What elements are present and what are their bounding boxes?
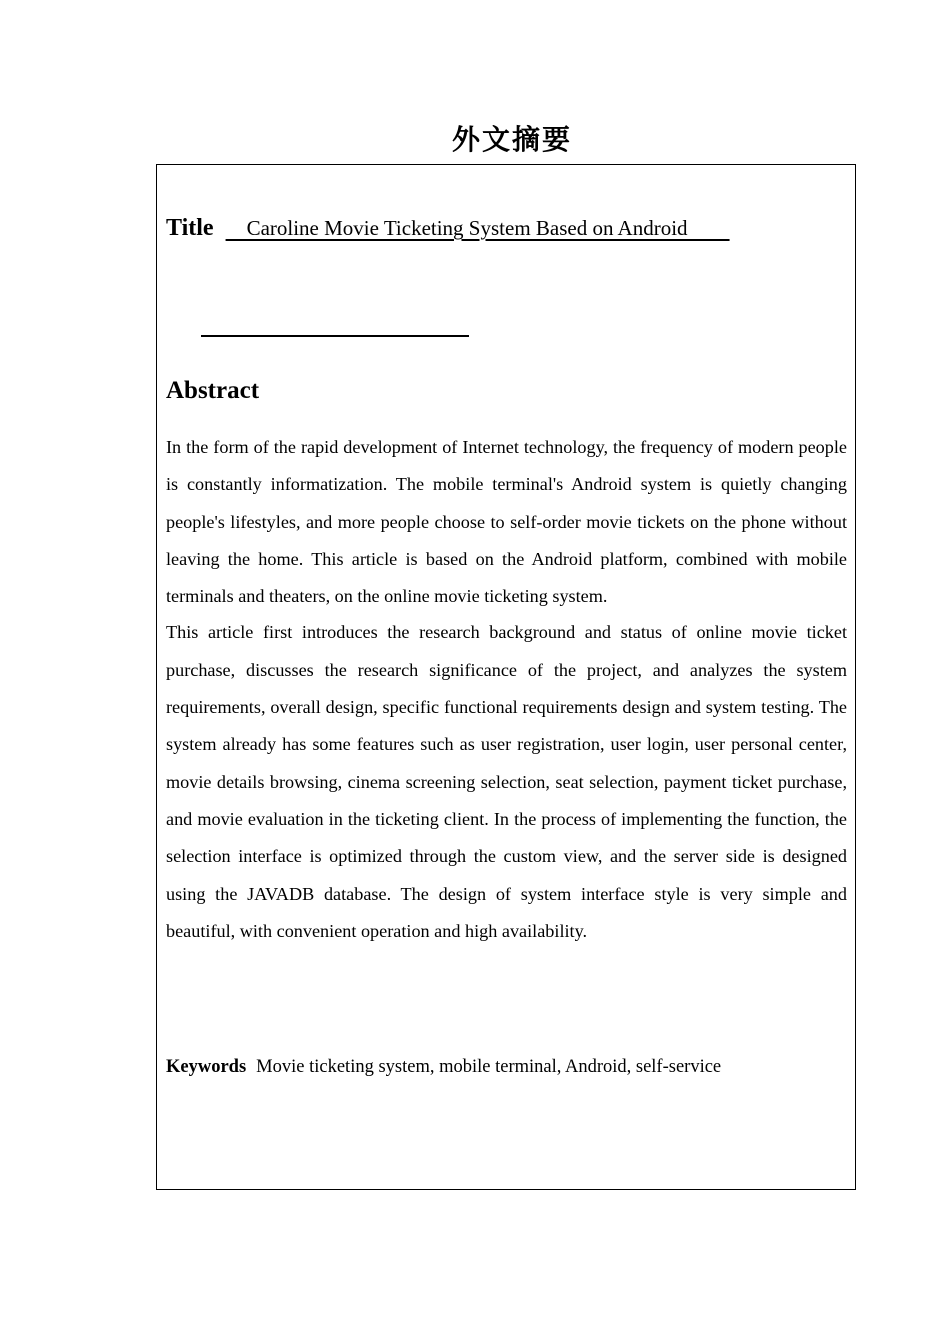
keywords-label: Keywords: [166, 1057, 247, 1077]
abstract-paragraph: In the form of the rapid development of Internet technology, the frequency of modern people is constantly informatization. The mobile terminal's Android system is quietly changing people's lifestyles, and more people choose to self-order movie tickets on the phone without leaving the home. This article is based on the Android platform, combined with mobile terminals and theaters, on the online movie ticketing system.: [166, 437, 847, 607]
keywords-value: Movie ticketing system, mobile terminal, Android, self-service: [256, 1057, 722, 1077]
abstract-form-box: [156, 164, 856, 1190]
page-title: 外文摘要: [451, 123, 572, 156]
abstract-paragraph: This article first introduces the research background and status of online movie ticket purchase, discusses the research significance of the project, and analyzes the system requirements, overall design, specific functional requirements design and system testing. The system already has some features such as user registration, user login, user personal center, movie details browsing, cinema screening selection, seat selection, payment ticket purchase, and movie evaluation in the ticketing client. In the process of implementing the function, the selection interface is optimized through the custom view, and the server side is designed using the JAVADB database. The design of system interface style is very simple and beautiful, with convenient operation and high availability.: [166, 622, 847, 941]
title-label: Title: [166, 215, 214, 241]
keywords-row: [166, 1057, 721, 1078]
abstract-heading: Abstract: [166, 377, 260, 404]
title-row: [166, 215, 730, 242]
title-continuation-underline: [201, 335, 469, 337]
abstract-body: [166, 429, 847, 950]
title-value: Caroline Movie Ticketing System Based on Android: [225, 216, 730, 240]
